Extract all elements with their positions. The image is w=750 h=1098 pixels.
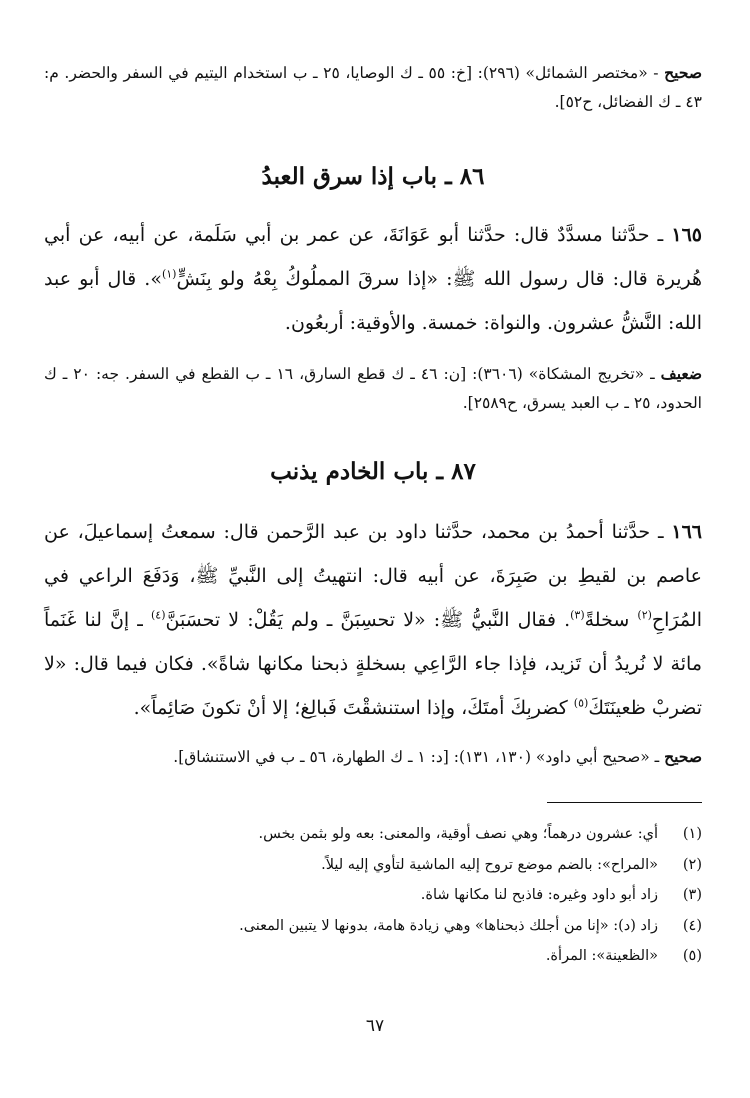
- hadith-text: ». قال أبو عبد الله: النَّشُّ عشرون. والنواة: خمسة. والأوقية: أربعُون.: [44, 268, 702, 334]
- footnote-ref-2[interactable]: (٢): [637, 608, 652, 622]
- grade-text: ـ «تخريج المشكاة» (٣٦٠٦): [ن: ٤٦ ـ ك قطع السارق، ١٦ ـ ب القطع في السفر. جه: ٢٠ ـ ك الحدود، ٢٥ ـ ب العبد يسرق، ح٢٥٨٩].: [44, 365, 702, 412]
- footnote-ref-3[interactable]: (٣): [570, 608, 585, 622]
- grade-text: ـ «صحيح أبي داود» (١٣٠، ١٣١): [د: ١ ـ ك الطهارة، ٥٦ ـ ب في الاستنشاق].: [173, 748, 660, 766]
- hadith-number: ١٦٦: [671, 521, 702, 543]
- footnote-5: [44, 941, 702, 972]
- grade-text: - «مختصر الشمائل» (٢٩٦): [خ: ٥٥ ـ ك الوصايا، ٢٥ ـ ب استخدام اليتيم في السفر والحضر. م: ٤٣ ـ ك الفضائل، ح٥٢].: [44, 64, 702, 111]
- footnote-text: زاد أبو داود وغيره: فاذبح لنا مكانها شاة.: [420, 887, 658, 903]
- page-number: ٦٧: [365, 1016, 385, 1036]
- footnote-number: (٤): [682, 917, 702, 934]
- hadith-text: . فقال النَّبيُّ ﷺ: «لا تحسِبَنَّ ـ ولم يَقُلْ: لا تحسَبَنَّ: [165, 609, 571, 631]
- hadith-text: ـ حدَّثنا أحمدُ بن محمد، حدَّثنا داود بن عبد الرَّحمن قال: سمعتُ إسماعيلَ، عن عاصم بن لقيطِ بن صَبِرَةَ، عن أبيه قال: انتهيتُ إلى النَّبيِّ ﷺ، وَدَفَعَ الراعي في المُرَاحِ: [44, 521, 702, 631]
- footnote-text: «الظعينة»: المرأة.: [545, 948, 658, 964]
- footnote-text: أي: عشرون درهماً؛ وهي نصف أوقية، والمعنى: بعه ولو بثمن بخس.: [258, 826, 658, 842]
- footnotes: [44, 819, 702, 972]
- hadith-165: [44, 213, 702, 345]
- footnote-number: (٥): [682, 948, 702, 964]
- hadith-text: ـ إنَّ لنا غَنَماً مائة لا نُريدُ أن تَزيد، فإذا جاء الرَّاعِي بسخلةٍ ذبحنا مكانها شاةً». فكان فيما قال: «لا تضربْ ظعينَتَكَ: [44, 609, 702, 719]
- hadith-166: [44, 510, 702, 730]
- footnote-2: [44, 850, 702, 881]
- footnote-text: «المراح»: بالضم موضع تروح إليه الماشية لتأوي إليه ليلاً.: [321, 856, 658, 873]
- grade-label: صحيح: [664, 63, 702, 82]
- chapter-heading-87: ٨٧ ـ باب الخادم يذنب: [270, 458, 476, 485]
- grading-note-3: [44, 742, 702, 772]
- grading-note-1: [44, 58, 702, 117]
- footnote-4: [44, 911, 702, 942]
- footnote-number: (٣): [682, 887, 702, 903]
- footnote-text: زاد (د): «إنا من أجلك ذبحناها» وهي زيادة هامة، بدونها لا يتبين المعنى.: [239, 917, 658, 934]
- footnote-divider: [547, 802, 702, 803]
- footnote-number: (١): [682, 826, 702, 842]
- hadith-number: ١٦٥: [671, 224, 702, 246]
- chapter-heading-86: ٨٦ ـ باب إذا سرق العبدُ: [261, 163, 485, 190]
- grade-label: صحيح: [664, 747, 702, 766]
- grading-note-2: [44, 359, 702, 418]
- footnote-ref-4[interactable]: (٤): [150, 608, 166, 622]
- footnote-number: (٢): [682, 856, 702, 873]
- hadith-text: كضربِكَ أمتَكَ، وإذا استنشقْتَ فَبالِغ؛ إلا أنْ تكونَ صَائِماً».: [133, 697, 574, 719]
- footnote-ref-1[interactable]: (١): [161, 267, 177, 281]
- footnote-1: [44, 819, 702, 850]
- hadith-text: سخلةً: [584, 609, 638, 631]
- footnote-3: [44, 880, 702, 911]
- hadith-text: ـ حدَّثنا مسدَّدٌ قال: حدَّثنا أبو عَوَانَةَ، عن عمر بن أبي سَلَمة، عن أبيه، عن أبي هُريرة قال: قال رسول الله ﷺ: «إذا سرقَ المملُوكُ بِعْهُ ولو بِنَشٍّ: [44, 224, 702, 290]
- grade-label: ضعيف: [660, 364, 703, 383]
- footnote-ref-5[interactable]: (٥): [573, 696, 589, 710]
